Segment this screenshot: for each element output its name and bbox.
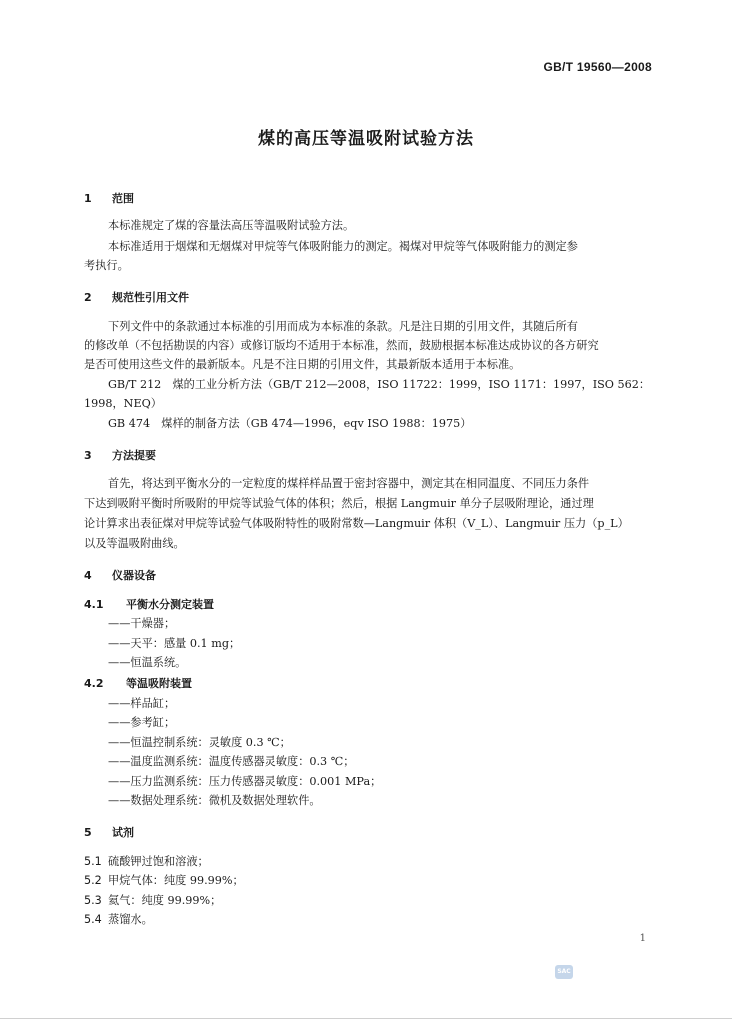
standard-number: GB/T 19560—2008 <box>543 60 652 74</box>
list-item: ——温度监测系统：温度传感器灵敏度：0.3 ℃； <box>108 755 355 768</box>
reference-line: 1998，NEQ） <box>84 397 162 410</box>
item-number: 5.1 <box>84 855 102 868</box>
reagent-item <box>84 894 668 908</box>
list-item: ——恒温控制系统：灵敏度 0.3 ℃； <box>108 736 291 749</box>
item-number: 5.2 <box>84 874 102 887</box>
section-title: 仪器设备 <box>112 569 156 582</box>
section-1-heading <box>84 192 668 206</box>
section-5-heading <box>84 826 668 840</box>
paragraph-line: 的修改单（不包括勘误的内容）或修订版均不适用于本标准，然而，鼓励根据本标准达成协议的各方研究 <box>84 339 599 352</box>
paragraph-line: 考执行。 <box>84 259 129 272</box>
subsection-title: 等温吸附装置 <box>126 677 192 690</box>
reagent-item <box>84 874 668 888</box>
list-item: ——数据处理系统：微机及数据处理软件。 <box>108 794 321 807</box>
subsection-number: 4.2 <box>84 677 104 690</box>
paragraph-line: 以及等温吸附曲线。 <box>84 537 185 550</box>
section-title: 规范性引用文件 <box>112 291 189 304</box>
section-number: 3 <box>84 449 92 462</box>
list-item: ——天平：感量 0.1 mg； <box>108 637 241 650</box>
section-2-heading <box>84 291 668 305</box>
section-title: 范围 <box>112 192 134 205</box>
item-text: 氦气：纯度 99.99%； <box>108 894 222 907</box>
page-number: 1 <box>639 933 646 944</box>
section-number: 1 <box>84 192 92 205</box>
item-text: 硫酸钾过饱和溶液； <box>108 855 209 868</box>
paragraph: 本标准规定了煤的容量法高压等温吸附试验方法。 <box>108 219 355 232</box>
subsection-4-1-heading <box>84 598 668 612</box>
paragraph-line: 首先，将达到平衡水分的一定粒度的煤样样品置于密封容器中，测定其在相同温度、不同压力条件 <box>108 477 590 490</box>
list-item: ——样品缸； <box>108 697 176 710</box>
document-title: 煤的高压等温吸附试验方法 <box>258 129 474 149</box>
item-number: 5.3 <box>84 894 102 907</box>
section-title: 试剂 <box>112 826 134 839</box>
subsection-title: 平衡水分测定装置 <box>126 598 214 611</box>
paragraph-line: 下达到吸附平衡时所吸附的甲烷等试验气体的体积；然后，根据 Langmuir 单分子层吸附理论，通过理 <box>84 497 594 510</box>
paragraph-line: 本标准适用于烟煤和无烟煤对甲烷等气体吸附能力的测定。褐煤对甲烷等气体吸附能力的测定参 <box>108 240 578 253</box>
list-item: ——参考缸； <box>108 716 176 729</box>
reference-line: GB/T 212 煤的工业分析方法（GB/T 212—2008，ISO 11722：1999，ISO 1171：1997，ISO 562： <box>108 378 651 391</box>
section-number: 2 <box>84 291 92 304</box>
paragraph-line: 是否可使用这些文件的最新版本。凡是不注日期的引用文件，其最新版本适用于本标准。 <box>84 358 521 371</box>
section-4-heading <box>84 569 668 583</box>
item-text: 蒸馏水。 <box>108 913 153 926</box>
subsection-4-2-heading <box>84 677 668 691</box>
page-bottom-divider <box>0 1018 732 1019</box>
section-number: 5 <box>84 826 92 839</box>
item-text: 甲烷气体：纯度 99.99%； <box>108 874 244 887</box>
list-item: ——干燥器； <box>108 617 176 630</box>
section-title: 方法提要 <box>112 449 156 462</box>
section-number: 4 <box>84 569 92 582</box>
reference-line: GB 474 煤样的制备方法（GB 474—1996，eqv ISO 1988：1975） <box>108 417 472 430</box>
list-item: ——压力监测系统：压力传感器灵敏度：0.001 MPa； <box>108 775 382 788</box>
sac-logo-icon: SAC <box>555 965 573 979</box>
section-3-heading <box>84 449 668 463</box>
reagent-item <box>84 855 668 869</box>
paragraph-line: 下列文件中的条款通过本标准的引用而成为本标准的条款。凡是注日期的引用文件，其随后所有 <box>108 320 578 333</box>
subsection-number: 4.1 <box>84 598 104 611</box>
list-item: ——恒温系统。 <box>108 656 187 669</box>
item-number: 5.4 <box>84 913 102 926</box>
reagent-item <box>84 913 668 927</box>
paragraph-line: 论计算求出表征煤对甲烷等试验气体吸附特性的吸附常数—Langmuir 体积（V_L）、Langmuir 压力（p_L） <box>84 517 629 530</box>
